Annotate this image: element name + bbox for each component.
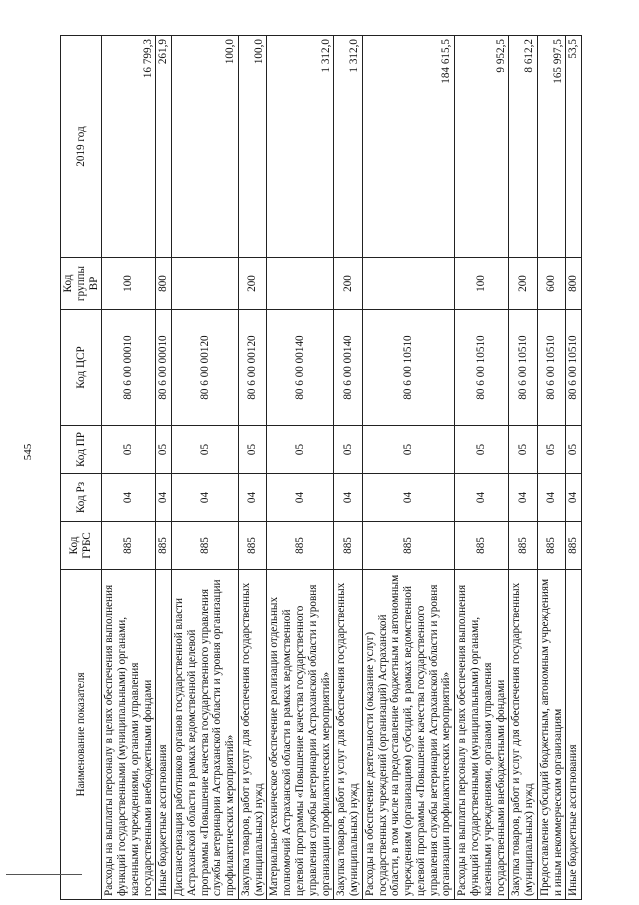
grbs-code: 885 [537,522,566,570]
grbs-code: 885 [156,522,172,570]
row-name: Иные бюджетные ассигнования [156,570,172,900]
vr-code: 800 [156,258,172,310]
rz-code: 04 [172,474,239,522]
grbs-code: 885 [566,522,582,570]
table-row [267,36,334,900]
amount-2019: 261,9 [156,36,172,258]
table-row [362,36,454,900]
vr-code: 100 [102,258,156,310]
budget-table [60,35,582,900]
csr-code: 80 6 00 00140 [334,310,363,426]
grbs-code: 885 [172,522,239,570]
row-name: Закупка товаров, работ и услуг для обеспечения государственных (муниципальных) нужд [238,570,267,900]
column-header: Код ГРБС [61,522,102,570]
pr-code: 05 [509,426,538,474]
pr-code: 05 [566,426,582,474]
rz-code: 04 [102,474,156,522]
rz-code: 04 [267,474,334,522]
row-name: Закупка товаров, работ и услуг для обеспечения государственных (муниципальных) нужд [334,570,363,900]
rz-code: 04 [334,474,363,522]
grbs-code: 885 [362,522,454,570]
table-row [238,36,267,900]
csr-code: 80 6 00 10510 [362,310,454,426]
table-row [334,36,363,900]
row-name: Закупка товаров, работ и услуг для обеспечения государственных (муниципальных) нужд [509,570,538,900]
row-name: Иные бюджетные ассигнования [566,570,582,900]
vr-code [172,258,239,310]
table-header-row [61,36,102,900]
amount-2019: 9 952,5 [455,36,509,258]
vr-code: 600 [537,258,566,310]
column-header: Код ПР [61,426,102,474]
grbs-code: 885 [238,522,267,570]
row-name: Материально-техническое обеспечение реализации отдельных полномочий Астраханской области в рамках ведомственной целевой программы «Повышение качества государственного управления службы ветеринарии Астраханской области и уровня организации профилактических мероприятий» [267,570,334,900]
vr-code: 800 [566,258,582,310]
amount-2019: 184 615,5 [362,36,454,258]
vr-code: 100 [455,258,509,310]
csr-code: 80 6 00 10510 [566,310,582,426]
csr-code: 80 6 00 00140 [267,310,334,426]
rz-code: 04 [509,474,538,522]
table-row [537,36,566,900]
pr-code: 05 [172,426,239,474]
vr-code: 200 [238,258,267,310]
rz-code: 04 [566,474,582,522]
grbs-code: 885 [334,522,363,570]
row-name: Диспансеризация работников органов государственной власти Астраханской области в рамках ведомственной целевой программы «Повышение качества государственного управления службы ветеринарии Астраханской области и уровня организации профилактических мероприятий» [172,570,239,900]
rz-code: 04 [362,474,454,522]
page-number: 545 [22,443,34,461]
vr-code: 200 [334,258,363,310]
grbs-code: 885 [267,522,334,570]
grbs-code: 885 [455,522,509,570]
vr-code [362,258,454,310]
amount-2019: 165 997,5 [537,36,566,258]
column-header: 2019 год [61,36,102,258]
csr-code: 80 6 00 10510 [509,310,538,426]
pr-code: 05 [537,426,566,474]
csr-code: 80 6 00 00010 [102,310,156,426]
amount-2019: 53,5 [566,36,582,258]
amount-2019: 8 612,2 [509,36,538,258]
budget-table-frame [60,36,580,900]
csr-code: 80 6 00 00120 [238,310,267,426]
pr-code: 05 [362,426,454,474]
table-row [102,36,156,900]
row-name: Предоставление субсидий бюджетным, автономным учреждениям и иным некоммерческим организациям [537,570,566,900]
amount-2019: 16 799,3 [102,36,156,258]
rz-code: 04 [537,474,566,522]
column-header: Код ЦСР [61,310,102,426]
amount-2019: 100,0 [238,36,267,258]
pr-code: 05 [267,426,334,474]
column-header: Код группы ВР [61,258,102,310]
column-header: Код Рз [61,474,102,522]
row-name: Расходы на обеспечение деятельности (оказание услуг) государственных учреждений (организаций) Астраханской области, в том числе на предоставление бюджетным и автономным учреждениям (организациям) субсидий, в рамках ведомственной целевой программы «Повышение качества государственного управления службы ветеринарии Астраханской области и уровня организации профилактических мероприятий» [362,570,454,900]
column-header: Наименование показателя [61,570,102,900]
pr-code: 05 [238,426,267,474]
vr-code [267,258,334,310]
row-name: Расходы на выплаты персоналу в целях обеспечения выполнения функций государственными (муниципальными) органами, казенными учреждениями, органами управления государственными внебюджетными фондами [455,570,509,900]
table-row [455,36,509,900]
table-row [172,36,239,900]
csr-code: 80 6 00 10510 [455,310,509,426]
pr-code: 05 [156,426,172,474]
csr-code: 80 6 00 00010 [156,310,172,426]
table-row [566,36,582,900]
grbs-code: 885 [102,522,156,570]
row-name: Расходы на выплаты персоналу в целях обеспечения выполнения функций государственными (муниципальными) органами, казенными учреждениями, органами управления государственными внебюджетными фондами [102,570,156,900]
bottom-divider [6,874,82,875]
vr-code: 200 [509,258,538,310]
pr-code: 05 [334,426,363,474]
csr-code: 80 6 00 00120 [172,310,239,426]
amount-2019: 1 312,0 [267,36,334,258]
pr-code: 05 [455,426,509,474]
csr-code: 80 6 00 10510 [537,310,566,426]
rz-code: 04 [238,474,267,522]
amount-2019: 1 312,0 [334,36,363,258]
rz-code: 04 [455,474,509,522]
rz-code: 04 [156,474,172,522]
amount-2019: 100,0 [172,36,239,258]
pr-code: 05 [102,426,156,474]
table-row [156,36,172,900]
grbs-code: 885 [509,522,538,570]
table-row [509,36,538,900]
